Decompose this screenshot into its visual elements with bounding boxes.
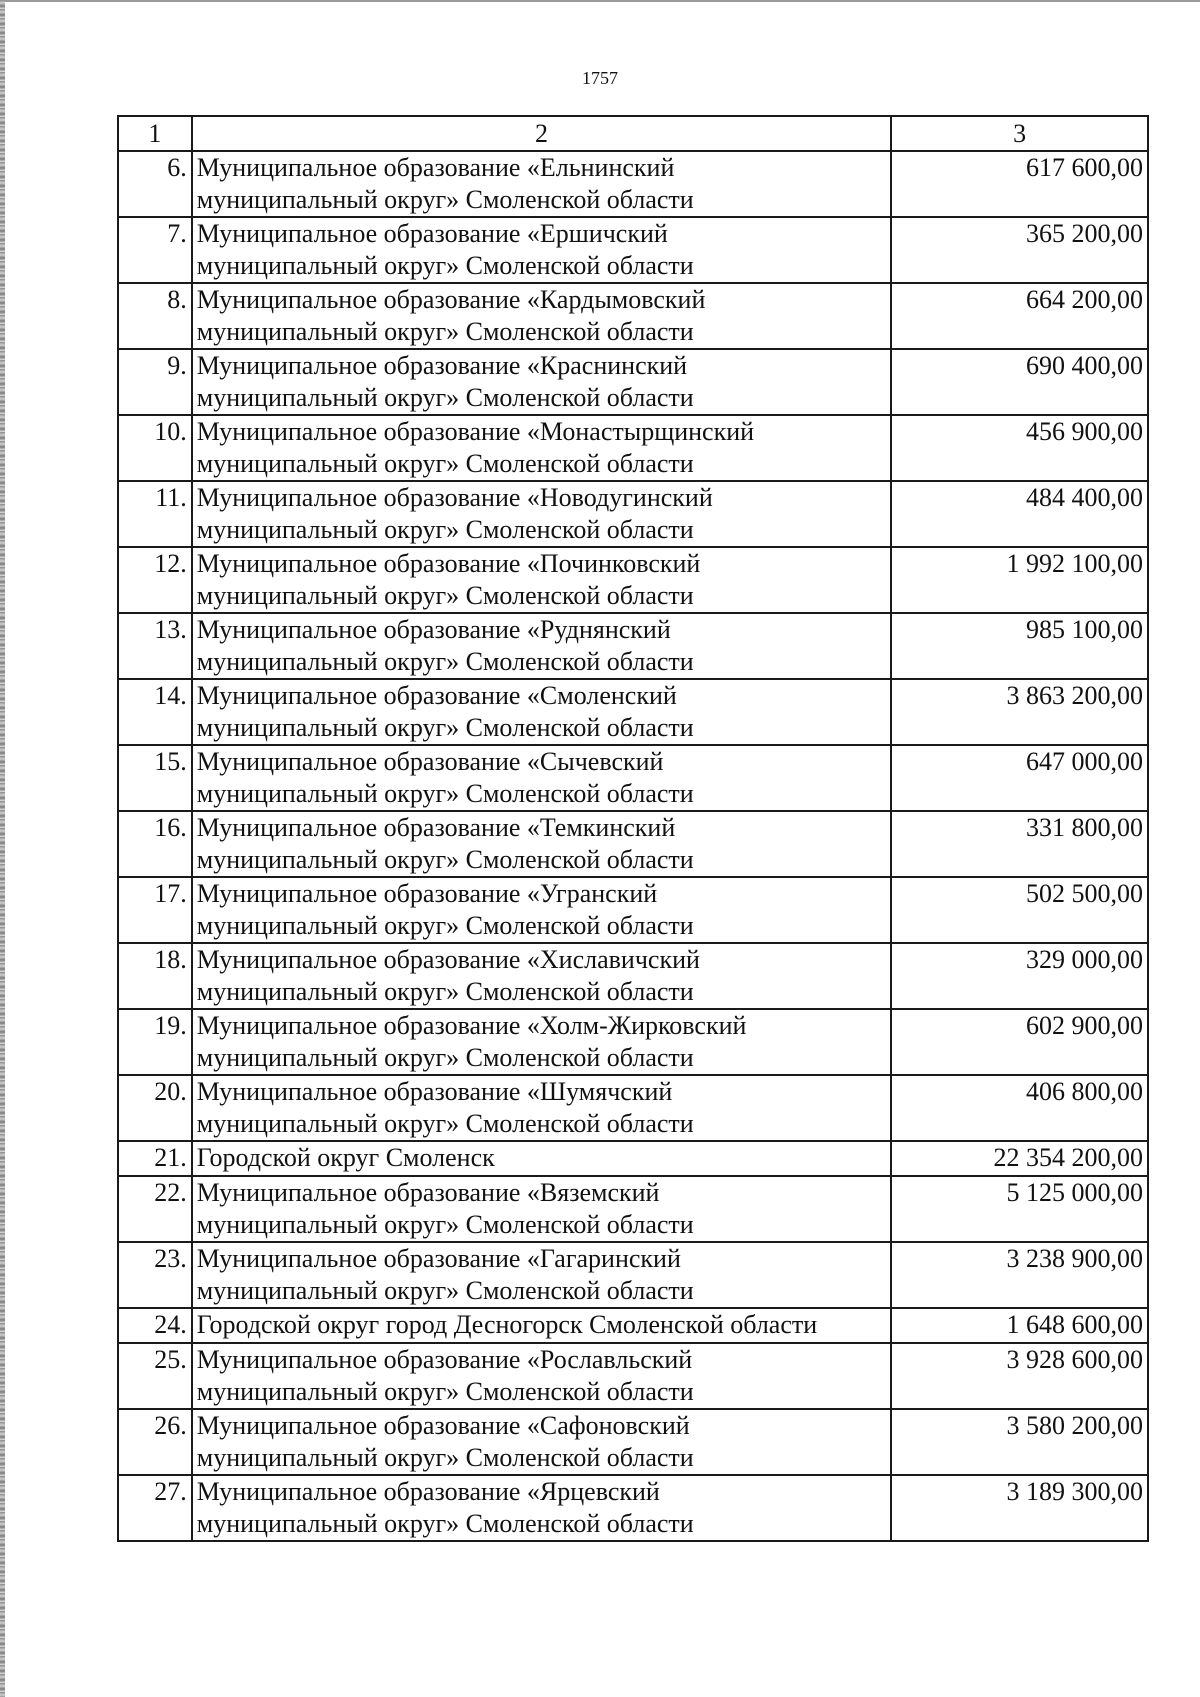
municipality-name-line-2: муниципальный округ» Смоленской области — [196, 713, 694, 742]
allocation-amount: 406 800,00 — [891, 1075, 1148, 1141]
allocation-amount: 5 125 000,00 — [891, 1176, 1148, 1242]
municipality-name-line-1: Городской округ Смоленск — [196, 1143, 495, 1172]
municipality-name-line-2: муниципальный округ» Смоленской области — [196, 779, 694, 808]
municipality-name-line-1: Муниципальное образование «Ельнинский — [196, 153, 675, 182]
municipality-name-line-1: Муниципальное образование «Угранский — [196, 879, 658, 908]
municipality-name-line-1: Муниципальное образование «Шумячский — [196, 1077, 673, 1106]
municipality-name-line-2: муниципальный округ» Смоленской области — [196, 977, 694, 1006]
municipality-name — [192, 1141, 891, 1176]
row-number: 13. — [118, 613, 192, 679]
allocation-amount: 1 648 600,00 — [891, 1308, 1148, 1343]
allocation-amount: 3 238 900,00 — [891, 1242, 1148, 1308]
row-number: 9. — [118, 349, 192, 415]
allocation-amount: 647 000,00 — [891, 745, 1148, 811]
municipality-name — [192, 1242, 891, 1308]
allocation-amount: 1 992 100,00 — [891, 547, 1148, 613]
municipality-name-line-2: муниципальный округ» Смоленской области — [196, 581, 694, 610]
municipality-name-line-2: муниципальный округ» Смоленской области — [196, 383, 694, 412]
row-number: 6. — [118, 151, 192, 217]
municipality-name — [192, 1009, 891, 1075]
municipality-name-line-1: Муниципальное образование «Вяземский — [196, 1178, 660, 1207]
municipality-name-line-1: Муниципальное образование «Монастырщинский — [196, 417, 755, 446]
municipality-name-line-2: муниципальный округ» Смоленской области — [196, 1509, 694, 1538]
municipality-name-line-1: Муниципальное образование «Руднянский — [196, 615, 671, 644]
row-number: 19. — [118, 1009, 192, 1075]
table-row — [118, 283, 1148, 349]
municipality-name-line-2: муниципальный округ» Смоленской области — [196, 515, 694, 544]
allocation-amount: 3 189 300,00 — [891, 1475, 1148, 1541]
allocation-table — [117, 115, 1149, 1542]
municipality-name — [192, 877, 891, 943]
row-number: 23. — [118, 1242, 192, 1308]
municipality-name-line-1: Муниципальное образование «Кардымовский — [196, 285, 706, 314]
table-row — [118, 745, 1148, 811]
municipality-name — [192, 1475, 891, 1541]
row-number: 14. — [118, 679, 192, 745]
row-number: 24. — [118, 1308, 192, 1343]
municipality-name-line-1: Муниципальное образование «Рославльский — [196, 1345, 693, 1374]
scan-edge-top — [0, 0, 1200, 2]
header-cell-amount: 3 — [891, 116, 1148, 151]
page-number: 1757 — [582, 68, 618, 88]
municipality-name-line-2: муниципальный округ» Смоленской области — [196, 845, 694, 874]
row-number: 20. — [118, 1075, 192, 1141]
municipality-name-line-1: Муниципальное образование «Темкинский — [196, 813, 676, 842]
municipality-name-line-1: Муниципальное образование «Холм-Жирковский — [196, 1011, 747, 1040]
municipality-name-line-1: Муниципальное образование «Ярцевский — [196, 1477, 660, 1506]
municipality-name — [192, 1343, 891, 1409]
table-row — [118, 1009, 1148, 1075]
table-row — [118, 415, 1148, 481]
table-row — [118, 811, 1148, 877]
row-number: 26. — [118, 1409, 192, 1475]
municipality-name — [192, 349, 891, 415]
allocation-amount: 3 928 600,00 — [891, 1343, 1148, 1409]
row-number: 16. — [118, 811, 192, 877]
allocation-amount: 365 200,00 — [891, 217, 1148, 283]
municipality-name-line-2: муниципальный округ» Смоленской области — [196, 1109, 694, 1138]
municipality-name — [192, 679, 891, 745]
table-row — [118, 1242, 1148, 1308]
allocation-amount: 664 200,00 — [891, 283, 1148, 349]
allocation-amount: 602 900,00 — [891, 1009, 1148, 1075]
table-row — [118, 217, 1148, 283]
allocation-amount: 985 100,00 — [891, 613, 1148, 679]
table-row — [118, 943, 1148, 1009]
municipality-name-line-1: Муниципальное образование «Ершичский — [196, 219, 668, 248]
municipality-name-line-1: Муниципальное образование «Гагаринский — [196, 1244, 681, 1273]
municipality-name-line-2: муниципальный округ» Смоленской области — [196, 317, 694, 346]
row-number: 15. — [118, 745, 192, 811]
municipality-name-line-2: муниципальный округ» Смоленской области — [196, 449, 694, 478]
row-number: 12. — [118, 547, 192, 613]
municipality-name-line-1: Муниципальное образование «Хиславичский — [196, 945, 700, 974]
municipality-name — [192, 943, 891, 1009]
municipality-name — [192, 1176, 891, 1242]
allocation-amount: 331 800,00 — [891, 811, 1148, 877]
allocation-amount: 617 600,00 — [891, 151, 1148, 217]
row-number: 10. — [118, 415, 192, 481]
municipality-name-line-2: муниципальный округ» Смоленской области — [196, 911, 694, 940]
allocation-amount: 456 900,00 — [891, 415, 1148, 481]
allocation-amount: 502 500,00 — [891, 877, 1148, 943]
allocation-amount: 484 400,00 — [891, 481, 1148, 547]
row-number: 22. — [118, 1176, 192, 1242]
municipality-name — [192, 151, 891, 217]
municipality-name — [192, 481, 891, 547]
row-number: 25. — [118, 1343, 192, 1409]
municipality-name-line-2: муниципальный округ» Смоленской области — [196, 1043, 694, 1072]
table-row — [118, 547, 1148, 613]
header-row — [118, 116, 1148, 151]
table-row — [118, 151, 1148, 217]
table-row — [118, 1409, 1148, 1475]
municipality-name-line-1: Муниципальное образование «Починковский — [196, 549, 701, 578]
municipality-name-line-2: муниципальный округ» Смоленской области — [196, 1443, 694, 1472]
municipality-name-line-1: Муниципальное образование «Смоленский — [196, 681, 677, 710]
row-number: 8. — [118, 283, 192, 349]
table-row — [118, 1176, 1148, 1242]
municipality-name — [192, 415, 891, 481]
scan-edge-left — [0, 0, 5, 1697]
allocation-amount: 3 580 200,00 — [891, 1409, 1148, 1475]
municipality-name-line-1: Муниципальное образование «Новодугинский — [196, 483, 713, 512]
municipality-name-line-2: муниципальный округ» Смоленской области — [196, 251, 694, 280]
allocation-amount: 329 000,00 — [891, 943, 1148, 1009]
municipality-name — [192, 547, 891, 613]
municipality-name — [192, 217, 891, 283]
row-number: 17. — [118, 877, 192, 943]
allocation-amount: 22 354 200,00 — [891, 1141, 1148, 1176]
municipality-name — [192, 1075, 891, 1141]
row-number: 11. — [118, 481, 192, 547]
table-body — [118, 116, 1148, 1541]
municipality-name — [192, 1409, 891, 1475]
table-row — [118, 1343, 1148, 1409]
table-row — [118, 1308, 1148, 1343]
table-row — [118, 481, 1148, 547]
allocation-amount: 690 400,00 — [891, 349, 1148, 415]
municipality-name-line-2: муниципальный округ» Смоленской области — [196, 1276, 694, 1305]
municipality-name-line-2: муниципальный округ» Смоленской области — [196, 1377, 694, 1406]
municipality-name-line-1: Муниципальное образование «Краснинский — [196, 351, 688, 380]
table-row — [118, 679, 1148, 745]
table-row — [118, 1075, 1148, 1141]
municipality-name — [192, 745, 891, 811]
municipality-name-line-2: муниципальный округ» Смоленской области — [196, 647, 694, 676]
municipality-name-line-1: Городской округ город Десногорск Смоленской области — [196, 1310, 818, 1339]
municipality-name — [192, 1308, 891, 1343]
municipality-name-line-1: Муниципальное образование «Сычевский — [196, 747, 664, 776]
row-number: 21. — [118, 1141, 192, 1176]
table-row — [118, 613, 1148, 679]
allocation-amount: 3 863 200,00 — [891, 679, 1148, 745]
municipality-name-line-2: муниципальный округ» Смоленской области — [196, 185, 694, 214]
table-row — [118, 349, 1148, 415]
table-row — [118, 1475, 1148, 1541]
municipality-name — [192, 283, 891, 349]
municipality-name-line-2: муниципальный округ» Смоленской области — [196, 1210, 694, 1239]
header-cell-number: 1 — [118, 116, 192, 151]
table-row — [118, 1141, 1148, 1176]
row-number: 7. — [118, 217, 192, 283]
table-row — [118, 877, 1148, 943]
row-number: 27. — [118, 1475, 192, 1541]
municipality-name — [192, 613, 891, 679]
header-cell-name: 2 — [192, 116, 891, 151]
municipality-name — [192, 811, 891, 877]
row-number: 18. — [118, 943, 192, 1009]
municipality-name-line-1: Муниципальное образование «Сафоновский — [196, 1411, 690, 1440]
